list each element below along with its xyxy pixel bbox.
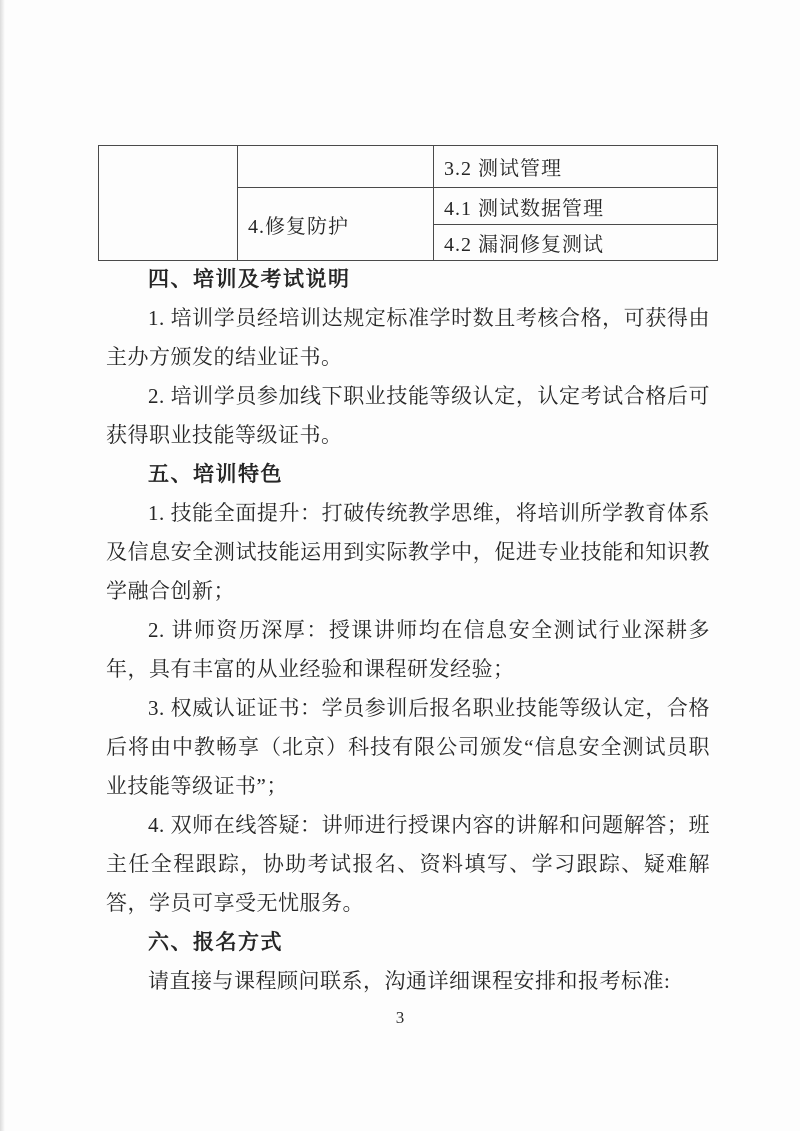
outline-cell-module: 4.修复防护 bbox=[238, 188, 434, 261]
section-training-exam bbox=[106, 260, 710, 455]
section-registration bbox=[106, 923, 710, 1001]
paragraph: 1. 培训学员经培训达规定标准学时数且考核合格，可获得由主办方颁发的结业证书。 bbox=[106, 306, 710, 369]
outline-cell-module-empty bbox=[238, 146, 434, 188]
outline-cell-topic: 4.1 测试数据管理 bbox=[434, 188, 718, 225]
paragraph: 4. 双师在线答疑：讲师进行授课内容的讲解和问题解答；班主任全程跟踪，协助考试报名、资料填写、学习跟踪、疑难解答，学员可享受无忧服务。 bbox=[106, 813, 710, 915]
paragraph: 2. 讲师资历深厚：授课讲师均在信息安全测试行业深耕多年，具有丰富的从业经验和课程研发经验； bbox=[106, 618, 710, 681]
scan-edge-artifact bbox=[0, 0, 5, 1131]
paragraph: 请直接与课程顾问联系，沟通详细课程安排和报考标准: bbox=[148, 969, 671, 993]
page-number: 3 bbox=[395, 1008, 405, 1027]
section-heading: 四、培训及考试说明 bbox=[148, 268, 351, 291]
outline-cell-left-empty bbox=[99, 146, 238, 261]
paragraph: 2. 培训学员参加线下职业技能等级认定，认定考试合格后可获得职业技能等级证书。 bbox=[106, 384, 710, 447]
document-body bbox=[106, 260, 710, 1001]
paragraph: 3. 权威认证证书：学员参训后报名职业技能等级认定，合格后将由中教畅享（北京）科技有限公司颁发“信息安全测试员职业技能等级证书”； bbox=[106, 696, 710, 798]
section-training-features bbox=[106, 455, 710, 923]
section-heading: 五、培训特色 bbox=[148, 463, 283, 486]
course-outline-table bbox=[98, 145, 718, 261]
table-row bbox=[99, 146, 718, 188]
section-heading: 六、报名方式 bbox=[148, 931, 283, 954]
outline-cell-topic: 4.2 漏洞修复测试 bbox=[434, 225, 718, 261]
outline-cell-topic: 3.2 测试管理 bbox=[434, 146, 718, 188]
paragraph: 1. 技能全面提升：打破传统教学思维，将培训所学教育体系及信息安全测试技能运用到实际教学中，促进专业技能和知识教学融合创新； bbox=[106, 501, 710, 603]
